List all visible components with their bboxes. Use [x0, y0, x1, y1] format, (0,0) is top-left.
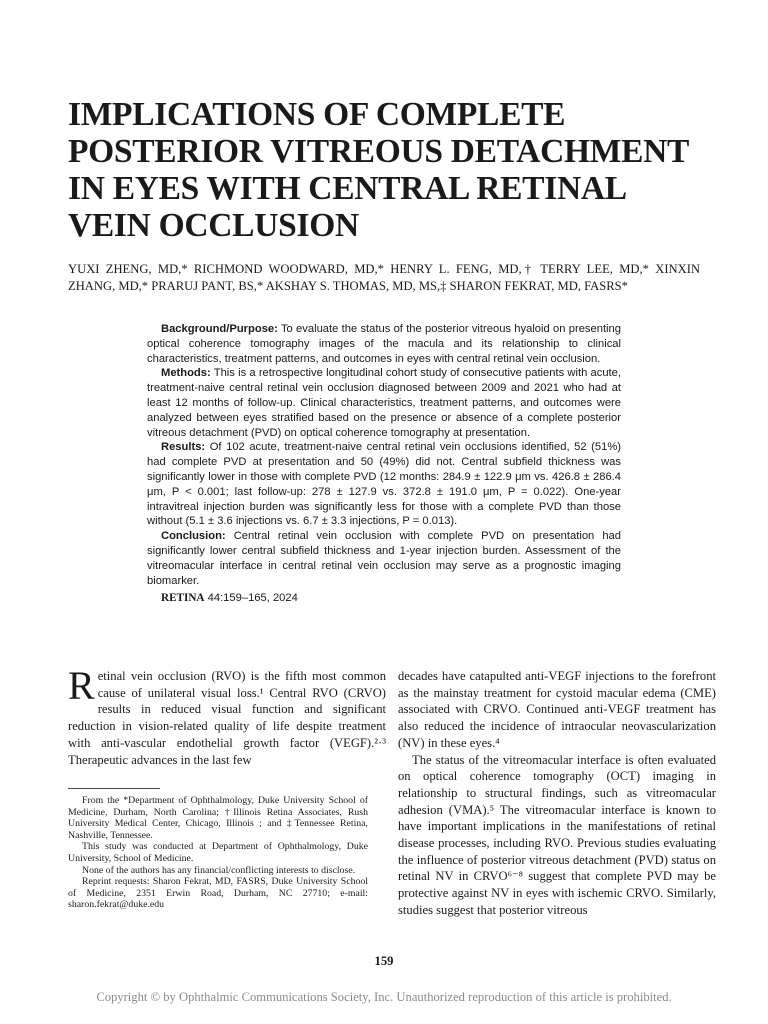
abstract-conclusion-label: Conclusion: — [161, 530, 226, 543]
intro-paragraph-3: The status of the vitreomacular interface is often evaluated on optical coherence tomography (OCT) imaging in relationship to structural findings, such as vitreomacular adhesion (VMA).⁵ The vitreomacular interface is known to have important implications in the manifestations of retinal disease processes, including RVO. Previous studies evaluating the influence of posterior vitreous detachment (PVD) status on retinal NV in CRVO⁶⁻⁸ suggest that complete PVD may be protective against NV in eyes with ischemic CRVO. Similarly, studies suggest that posterior vitreous — [398, 752, 716, 917]
drop-cap: R — [68, 663, 95, 708]
footnote-conducted: This study was conducted at Department of Ophthalmology, Duke University, School of Medicine. — [68, 841, 368, 864]
abstract-results — [147, 440, 621, 529]
abstract-background — [147, 322, 621, 366]
citation-journal: RETINA — [161, 592, 205, 605]
left-column — [68, 663, 386, 768]
footnote-divider — [68, 788, 160, 789]
abstract-methods-label: Methods: — [161, 367, 211, 380]
abstract-results-label: Results: — [161, 441, 206, 454]
article-title: IMPLICATIONS OF COMPLETE POSTERIOR VITREOUS DETACHMENT IN EYES WITH CENTRAL RETINAL VEIN OCCLUSION — [68, 96, 689, 244]
footnote-interests: None of the authors has any financial/conflicting interests to disclose. — [82, 864, 356, 876]
citation — [147, 591, 621, 606]
intro-paragraph-2: decades have catapulted anti-VEGF injections to the forefront as the mainstay treatment for cystoid macular edema (CME) associated with CRVO. Continued anti-VEGF treatment has also reduced the incidence of intraocular neovascularization (NV) in these eyes.⁴ — [398, 669, 716, 750]
abstract-conclusion — [147, 529, 621, 588]
abstract-background-text: To evaluate the status of the posterior vitreous hyaloid on presenting optical coherence tomography images of the macula and its relationship to clinical characteristics, treatment patterns, and outcomes in eyes with central retinal vein occlusion. — [147, 323, 621, 365]
footnote-affiliations: From the *Department of Ophthalmology, Duke University School of Medicine, Durham, North Carolina; †Illinois Retina Associates, Rush University Medical Center, Chicago, Illinois ; and ‡Tennessee Retina, Nashville, Tennessee. — [68, 795, 368, 841]
copyright-notice: Copyright © by Ophthalmic Communications Society, Inc. Unauthorized reproduction of this article is prohibited. — [96, 990, 672, 1004]
abstract-methods-text: This is a retrospective longitudinal cohort study of consecutive patients with acute, treatment-naive central retinal vein occlusion diagnosed between 2009 and 2021 who had at least 12 months of follow-up. Clinical characteristics, treatment patterns, and outcomes were analyzed between eyes stratified based on the presence or absence of a complete posterior vitreous detachment (PVD) on optical coherence tomography at presentation. — [147, 367, 621, 439]
intro-paragraph-1 — [68, 663, 386, 768]
intro-paragraph-1-text: etinal vein occlusion (RVO) is the fifth most common cause of unilateral visual loss.¹ Central RVO (CRVO) results in reduced visual function and significant reduction in vision-related quality of life despite treatment with anti-vascular endothelial growth factor (VEGF).²·³ Therapeutic advances in the last few — [68, 669, 386, 767]
abstract-conclusion-text: Central retinal vein occlusion with complete PVD on presentation had significantly lower central subfield thickness and 1-year injection burden. Assessment of the vitreomacular interface in central retinal vein occlusion may serve as a prognostic imaging biomarker. — [147, 530, 622, 587]
page-number: 159 — [374, 954, 394, 968]
abstract-background-label: Background/Purpose: — [161, 323, 278, 335]
abstract — [147, 322, 621, 606]
footnotes — [68, 795, 368, 911]
abstract-results-text: Of 102 acute, treatment-naive central retinal vein occlusions identified, 52 (51%) had complete PVD at presentation and 50 (49%) did not. Central subfield thickness was significantly lower in those with complete PVD (12 months: 284.9 ± 122.9 μm vs. 426.8 ± 286.4 μm, P < 0.001; last follow-up: 278 ± 127.9 vs. 372.8 ± 191.0 μm, P = 0.022). One-year intravitreal injection burden was significantly less for those with a complete PVD than those without (5.1 ± 3.6 injections vs. 6.7 ± 3.3 injections, P = 0.013). — [147, 441, 622, 528]
citation-details: 44:159–165, 2024 — [207, 592, 298, 605]
author-list: YUXI ZHENG, MD,* RICHMOND WOODWARD, MD,* HENRY L. FENG, MD,† TERRY LEE, MD,* XINXIN ZHANG, MD,* PRARUJ PANT, BS,* AKSHAY S. THOMAS, MD, MS,‡ SHARON FEKRAT, MD, FASRS* — [68, 262, 700, 293]
abstract-methods — [147, 366, 621, 440]
footnote-reprints: Reprint requests: Sharon Fekrat, MD, FASRS, Duke University School of Medicine, 2351 Erwin Road, Durham, NC 27710; e-mail: sharon.fekrat@duke.edu — [68, 876, 368, 911]
right-column — [398, 668, 716, 919]
